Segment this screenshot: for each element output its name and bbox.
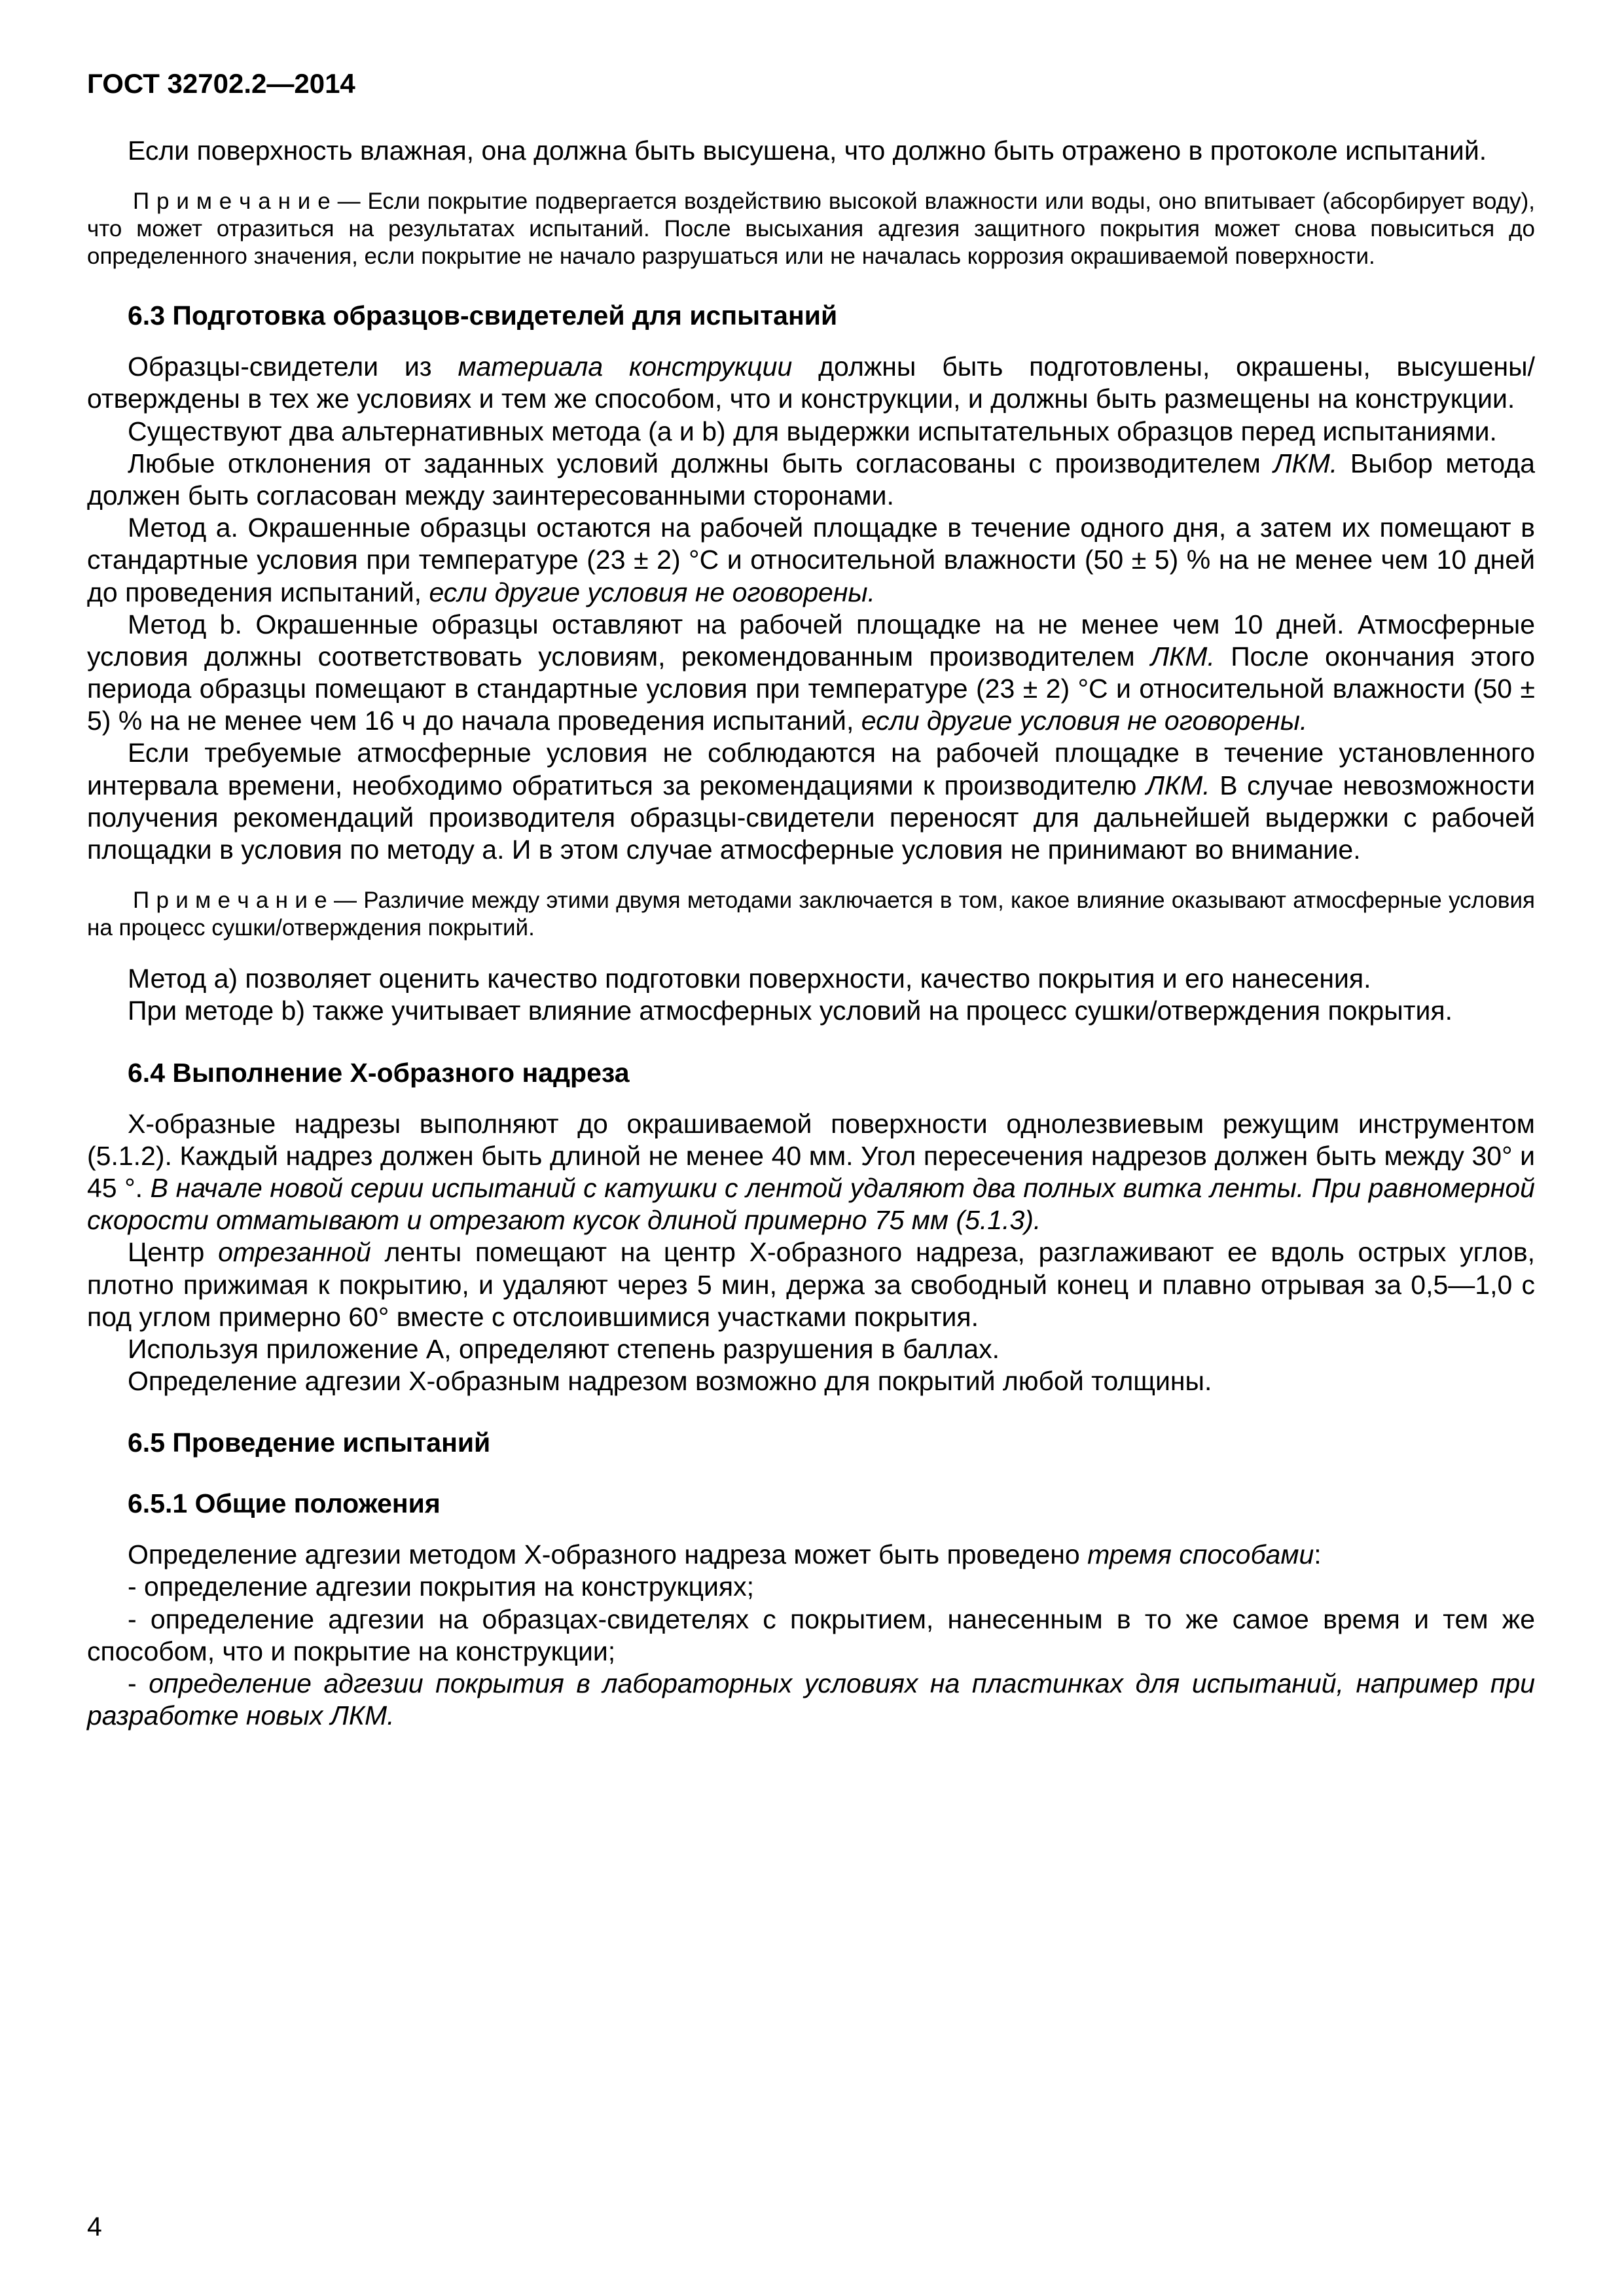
paragraph [87, 1668, 1535, 1732]
text-run: ленты помещают на центр Х-образного надреза, разглаживают ее вдоль острых углов, плотно прижимая к покрытию, и удаляют через 5 мин, держа за свободный конец и плавно отрывая за 0,5—1,0 с под углом примерно 60° вместе с отслоившимися участками покрытия. [87, 1237, 1535, 1332]
text-run: 6.3 Подготовка образцов-свидетелей для испытаний [128, 300, 838, 331]
text-run: В случае невозможности получения рекомендаций производителя образцы-свидетели переносят для дальнейшей выдержки с рабочей площадки в условия по методу a. И в этом случае атмосферные условия не принимают во внимание. [87, 770, 1535, 865]
text-run: - определение адгезии покрытия на конструкциях; [128, 1571, 754, 1602]
text-run: - [128, 1668, 149, 1698]
text-run: отрезанной [218, 1237, 371, 1268]
paragraph [87, 1539, 1535, 1571]
text-run: ЛКМ. [1273, 448, 1338, 478]
text-run: ЛКМ. [1151, 641, 1215, 672]
text-run: материала конструкции [458, 351, 793, 382]
text-run: : [1314, 1539, 1322, 1570]
text-run: После окончания этого периода образцы помещают в стандартные условия при температуре (23 ± 2) °С и относительной влажности (50 ± 5) % на не менее чем 16 ч до начала проведения испытаний, [87, 641, 1535, 736]
text-run: тремя способами [1087, 1539, 1314, 1570]
paragraph [87, 448, 1535, 512]
note-paragraph [87, 188, 1535, 270]
text-run: Определение адгезии методом Х-образного надреза может быть проведено [128, 1539, 1088, 1570]
text-run: П р и м е ч а н и е — Если покрытие подвергается воздействию высокой влажности или воды, оно впитывает (абсорбирует воду), что может отразиться на результатах испытаний. После высыхания адгезия защитного покрытия может снова повыситься до определенного значения, если покрытие не начало разрушаться или не началась коррозия окрашиваемой поверхности. [87, 188, 1535, 270]
text-run: Образцы-свидетели из [128, 351, 458, 382]
text-run: Существуют два альтернативных метода (a и b) для выдержки испытательных образцов перед испытаниями. [128, 416, 1497, 446]
paragraph [87, 1333, 1535, 1365]
document-code-header: ГОСТ 32702.2—2014 [87, 68, 355, 99]
text-run: Выбор метода должен быть согласован между заинтересованными сторонами. [87, 448, 1535, 511]
text-run: если другие условия не оговорены. [861, 706, 1308, 736]
section-heading [87, 300, 1535, 331]
text-run: 6.5 Проведение испытаний [128, 1427, 491, 1458]
text-run: Если поверхность влажная, она должна быть высушена, что должно быть отражено в протоколе испытаний. [128, 135, 1487, 166]
paragraph [87, 963, 1535, 995]
text-run: ЛКМ. [1146, 770, 1210, 800]
text-run: Определение адгезии Х-образным надрезом возможно для покрытий любой толщины. [128, 1366, 1212, 1397]
text-run: Х-образные надрезы выполняют до окрашиваемой поверхности однолезвиевым режущим инструментом (5.1.2). Каждый надрез должен быть длиной не менее 40 мм. Угол пересечения надрезов должен быть между 30° и 45 °. [87, 1108, 1535, 1203]
paragraph [87, 512, 1535, 609]
text-run: П р и м е ч а н и е — Различие между этими двумя методами заключается в том, какое влияние оказывают атмосферные условия на процесс сушки/отверждения покрытий. [87, 888, 1535, 941]
paragraph [87, 1571, 1535, 1603]
text-run: Используя приложение А, определяют степень разрушения в баллах. [128, 1333, 1000, 1364]
paragraph [87, 737, 1535, 866]
document-body [87, 135, 1535, 1732]
paragraph [87, 1108, 1535, 1237]
section-heading [87, 1058, 1535, 1088]
text-run: Если требуемые атмосферные условия не соблюдаются на рабочей площадке в течение установленного интервала времени, необходимо обратиться за рекомендациями к производителю [87, 738, 1535, 800]
text-run: 6.5.1 Общие положения [128, 1488, 441, 1519]
text-run: В начале новой серии испытаний с катушки с лентой удаляют два полных витка ленты. При равномерной скорости отматывают и отрезают кусок длиной примерно 75 мм (5.1.3). [87, 1172, 1535, 1236]
page-number: 4 [87, 2212, 102, 2242]
text-run: Метод b. Окрашенные образцы оставляют на рабочей площадке на не менее чем 10 дней. Атмосферные условия должны соответствовать условиям, рекомендованным производителем [87, 609, 1535, 672]
paragraph [87, 1236, 1535, 1333]
text-run: Метод a. Окрашенные образцы остаются на рабочей площадке в течение одного дня, а затем их помещают в стандартные условия при температуре (23 ± 2) °С и относительной влажности (50 ± 5) % на не менее чем 10 дней до проведения испытаний, [87, 512, 1535, 607]
text-run: 6.4 Выполнение Х-образного надреза [128, 1057, 630, 1088]
text-run: - определение адгезии на образцах-свидетелях с покрытием, нанесенным в то же самое время и тем же способом, что и покрытие на конструкции; [87, 1604, 1535, 1666]
section-heading [87, 1427, 1535, 1458]
paragraph [87, 609, 1535, 738]
text-run: Метод a) позволяет оценить качество подготовки поверхности, качество покрытия и его нанесения. [128, 963, 1371, 994]
section-heading [87, 1488, 1535, 1519]
paragraph [87, 1365, 1535, 1397]
text-run: Центр [128, 1237, 219, 1268]
paragraph [87, 995, 1535, 1027]
text-run: При методе b) также учитывает влияние атмосферных условий на процесс сушки/отверждения покрытия. [128, 996, 1453, 1026]
note-paragraph [87, 887, 1535, 942]
paragraph [87, 351, 1535, 415]
paragraph [87, 416, 1535, 448]
paragraph [87, 135, 1535, 167]
text-run: Любые отклонения от заданных условий должны быть согласованы с производителем [128, 448, 1274, 478]
text-run: должны быть подготовлены, окрашены, высушены/отверждены в тех же условиях и тем же способом, что и конструкции, и должны быть размещены на конструкции. [87, 351, 1535, 414]
text-run: если другие условия не оговорены. [429, 577, 875, 607]
text-run: определение адгезии покрытия в лабораторных условиях на пластинках для испытаний, например при разработке новых ЛКМ. [87, 1668, 1535, 1731]
paragraph [87, 1604, 1535, 1668]
